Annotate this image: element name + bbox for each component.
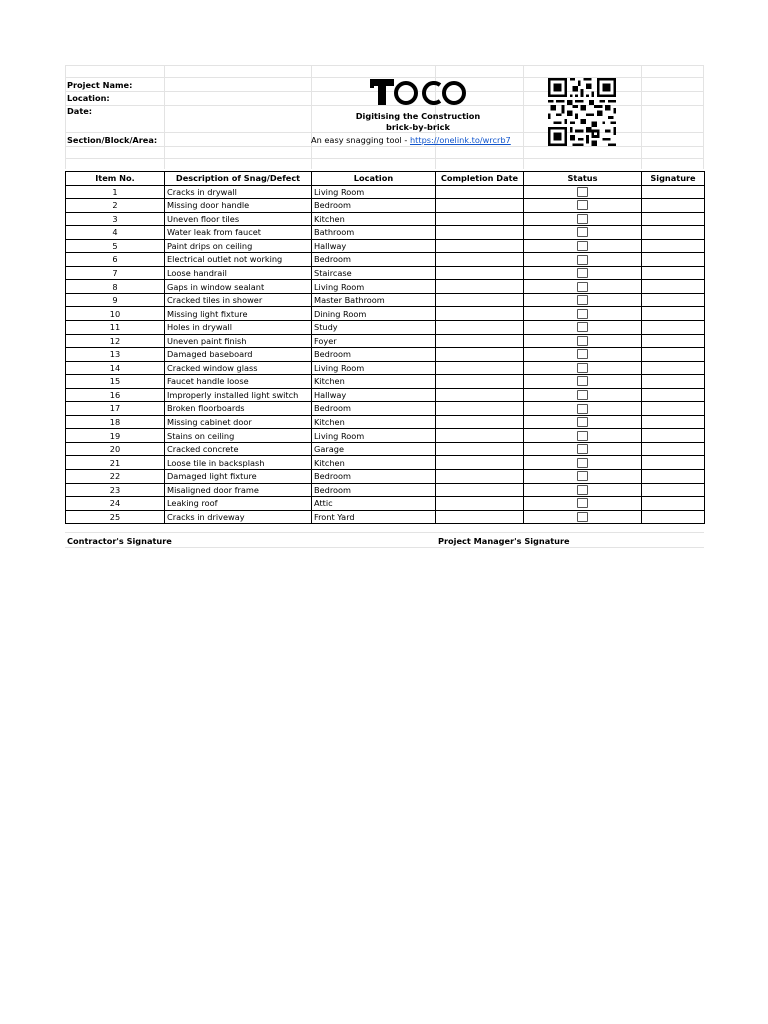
status-cell <box>524 185 642 199</box>
snag-description: Water leak from faucet <box>165 226 312 240</box>
status-cell <box>524 456 642 470</box>
item-number: 1 <box>66 185 165 199</box>
location-label: Location: <box>67 93 110 103</box>
snag-location: Attic <box>312 497 436 511</box>
table-row <box>66 266 705 280</box>
snag-location: Front Yard <box>312 510 436 524</box>
snag-description: Cracked window glass <box>165 361 312 375</box>
completion-date-cell[interactable] <box>436 442 524 456</box>
snag-location: Garage <box>312 442 436 456</box>
item-number: 20 <box>66 442 165 456</box>
snag-description: Leaking roof <box>165 497 312 511</box>
item-number: 9 <box>66 293 165 307</box>
signature-cell[interactable] <box>642 307 705 321</box>
completion-date-cell[interactable] <box>436 429 524 443</box>
table-row <box>66 510 705 524</box>
signature-cell[interactable] <box>642 199 705 213</box>
snag-location: Living Room <box>312 361 436 375</box>
status-checkbox-icon[interactable] <box>577 214 588 224</box>
snag-location: Living Room <box>312 429 436 443</box>
snag-location: Kitchen <box>312 456 436 470</box>
snag-location: Bedroom <box>312 253 436 267</box>
project-name-label: Project Name: <box>67 80 133 90</box>
subtitle-prefix: An easy snagging tool - <box>311 135 410 145</box>
table-row <box>66 253 705 267</box>
status-checkbox-icon[interactable] <box>577 390 588 400</box>
signature-cell[interactable] <box>642 375 705 389</box>
status-checkbox-icon[interactable] <box>577 485 588 495</box>
signature-cell[interactable] <box>642 415 705 429</box>
completion-date-cell[interactable] <box>436 199 524 213</box>
table-row <box>66 239 705 253</box>
table-row <box>66 334 705 348</box>
item-number: 23 <box>66 483 165 497</box>
table-row <box>66 402 705 416</box>
status-checkbox-icon[interactable] <box>577 471 588 481</box>
snag-location: Study <box>312 321 436 335</box>
status-cell <box>524 226 642 240</box>
status-checkbox-icon[interactable] <box>577 200 588 210</box>
status-checkbox-icon[interactable] <box>577 417 588 427</box>
signature-cell[interactable] <box>642 253 705 267</box>
item-number: 2 <box>66 199 165 213</box>
snag-location: Living Room <box>312 280 436 294</box>
signature-cell[interactable] <box>642 388 705 402</box>
status-checkbox-icon[interactable] <box>577 322 588 332</box>
status-checkbox-icon[interactable] <box>577 498 588 508</box>
snag-location: Hallway <box>312 388 436 402</box>
status-checkbox-icon[interactable] <box>577 309 588 319</box>
snag-description: Holes in drywall <box>165 321 312 335</box>
snag-location: Master Bathroom <box>312 293 436 307</box>
signature-cell[interactable] <box>642 293 705 307</box>
signature-cell[interactable] <box>642 402 705 416</box>
snag-description: Cracked tiles in shower <box>165 293 312 307</box>
completion-date-cell[interactable] <box>436 388 524 402</box>
signature-cell[interactable] <box>642 483 705 497</box>
status-cell <box>524 239 642 253</box>
onelink-link[interactable]: https://onelink.to/wrcrb7 <box>409 135 511 145</box>
table-row <box>66 442 705 456</box>
signature-cell[interactable] <box>642 361 705 375</box>
snag-description: Missing door handle <box>165 199 312 213</box>
status-cell <box>524 266 642 280</box>
completion-date-cell[interactable] <box>436 361 524 375</box>
table-row <box>66 470 705 484</box>
status-cell <box>524 510 642 524</box>
status-checkbox-icon[interactable] <box>577 376 588 386</box>
item-number: 18 <box>66 415 165 429</box>
completion-date-cell[interactable] <box>436 307 524 321</box>
status-cell <box>524 307 642 321</box>
table-row <box>66 483 705 497</box>
item-number: 25 <box>66 510 165 524</box>
completion-date-cell[interactable] <box>436 293 524 307</box>
qr-code-icon <box>547 78 617 146</box>
snag-location: Kitchen <box>312 375 436 389</box>
completion-date-cell[interactable] <box>436 470 524 484</box>
item-number: 10 <box>66 307 165 321</box>
status-cell <box>524 334 642 348</box>
status-checkbox-icon[interactable] <box>577 241 588 251</box>
snag-description: Gaps in window sealant <box>165 280 312 294</box>
status-cell <box>524 253 642 267</box>
signature-row <box>65 534 704 548</box>
snag-location: Kitchen <box>312 415 436 429</box>
completion-date-cell[interactable] <box>436 266 524 280</box>
snag-location: Bathroom <box>312 226 436 240</box>
snag-location: Bedroom <box>312 348 436 362</box>
completion-date-cell[interactable] <box>436 212 524 226</box>
table-row <box>66 321 705 335</box>
status-checkbox-icon[interactable] <box>577 512 588 522</box>
status-checkbox-icon[interactable] <box>577 336 588 346</box>
tagline-line2: brick-by-brick <box>385 122 450 132</box>
signature-cell[interactable] <box>642 334 705 348</box>
snag-description: Damaged baseboard <box>165 348 312 362</box>
snag-description: Paint drips on ceiling <box>165 239 312 253</box>
signature-cell[interactable] <box>642 348 705 362</box>
table-row <box>66 212 705 226</box>
snagging-sheet <box>65 65 704 546</box>
pm-signature-label: Project Manager's Signature <box>438 536 570 546</box>
snag-location: Kitchen <box>312 212 436 226</box>
snag-description: Loose tile in backsplash <box>165 456 312 470</box>
status-cell <box>524 212 642 226</box>
signature-cell[interactable] <box>642 321 705 335</box>
status-checkbox-icon[interactable] <box>577 227 588 237</box>
item-number: 16 <box>66 388 165 402</box>
signature-cell[interactable] <box>642 497 705 511</box>
snag-location: Dining Room <box>312 307 436 321</box>
table-row <box>66 388 705 402</box>
completion-date-cell[interactable] <box>436 185 524 199</box>
completion-date-cell[interactable] <box>436 226 524 240</box>
status-checkbox-icon[interactable] <box>577 458 588 468</box>
snag-description: Faucet handle loose <box>165 375 312 389</box>
status-cell <box>524 497 642 511</box>
status-checkbox-icon[interactable] <box>577 255 588 265</box>
signature-cell[interactable] <box>642 280 705 294</box>
snag-location: Hallway <box>312 239 436 253</box>
completion-date-cell[interactable] <box>436 253 524 267</box>
table-row <box>66 307 705 321</box>
snag-location: Bedroom <box>312 483 436 497</box>
signature-cell[interactable] <box>642 470 705 484</box>
completion-date-cell[interactable] <box>436 483 524 497</box>
table-row <box>66 429 705 443</box>
item-number: 6 <box>66 253 165 267</box>
signature-cell[interactable] <box>642 266 705 280</box>
status-cell <box>524 361 642 375</box>
completion-date-cell[interactable] <box>436 239 524 253</box>
column-header: Status <box>524 172 642 186</box>
snag-description: Stains on ceiling <box>165 429 312 443</box>
item-number: 14 <box>66 361 165 375</box>
snag-description: Missing cabinet door <box>165 415 312 429</box>
status-cell <box>524 199 642 213</box>
snag-description: Loose handrail <box>165 266 312 280</box>
snag-description: Misaligned door frame <box>165 483 312 497</box>
signature-cell[interactable] <box>642 456 705 470</box>
snag-description: Damaged light fixture <box>165 470 312 484</box>
signature-cell[interactable] <box>642 185 705 199</box>
date-label: Date: <box>67 106 93 116</box>
status-checkbox-icon[interactable] <box>577 444 588 454</box>
status-checkbox-icon[interactable] <box>577 282 588 292</box>
status-checkbox-icon[interactable] <box>577 404 588 414</box>
item-number: 5 <box>66 239 165 253</box>
snag-description: Improperly installed light switch <box>165 388 312 402</box>
column-header: Description of Snag/Defect <box>165 172 312 186</box>
snag-table <box>65 171 705 524</box>
completion-date-cell[interactable] <box>436 456 524 470</box>
table-header-row <box>66 172 705 186</box>
snag-description: Cracked concrete <box>165 442 312 456</box>
status-cell <box>524 415 642 429</box>
status-checkbox-icon[interactable] <box>577 363 588 373</box>
signature-cell[interactable] <box>642 429 705 443</box>
status-cell <box>524 429 642 443</box>
item-number: 21 <box>66 456 165 470</box>
status-cell <box>524 483 642 497</box>
status-checkbox-icon[interactable] <box>577 349 588 359</box>
item-number: 8 <box>66 280 165 294</box>
signature-cell[interactable] <box>642 442 705 456</box>
item-number: 7 <box>66 266 165 280</box>
signature-cell[interactable] <box>642 212 705 226</box>
completion-date-cell[interactable] <box>436 497 524 511</box>
snag-description: Electrical outlet not working <box>165 253 312 267</box>
completion-date-cell[interactable] <box>436 415 524 429</box>
item-number: 4 <box>66 226 165 240</box>
status-cell <box>524 442 642 456</box>
tagline-line1: Digitising the Construction <box>355 111 481 121</box>
column-header: Signature <box>642 172 705 186</box>
completion-date-cell[interactable] <box>436 402 524 416</box>
table-row <box>66 497 705 511</box>
table-row <box>66 199 705 213</box>
snag-location: Staircase <box>312 266 436 280</box>
item-number: 15 <box>66 375 165 389</box>
table-row <box>66 348 705 362</box>
column-header: Location <box>312 172 436 186</box>
status-cell <box>524 388 642 402</box>
item-number: 11 <box>66 321 165 335</box>
table-row <box>66 280 705 294</box>
table-row <box>66 361 705 375</box>
item-number: 13 <box>66 348 165 362</box>
status-checkbox-icon[interactable] <box>577 187 588 197</box>
table-row <box>66 226 705 240</box>
completion-date-cell[interactable] <box>436 510 524 524</box>
status-checkbox-icon[interactable] <box>577 268 588 278</box>
snag-description: Missing light fixture <box>165 307 312 321</box>
completion-date-cell[interactable] <box>436 321 524 335</box>
section-label: Section/Block/Area: <box>67 135 158 145</box>
snag-location: Bedroom <box>312 402 436 416</box>
status-cell <box>524 321 642 335</box>
item-number: 24 <box>66 497 165 511</box>
subtitle <box>311 136 511 144</box>
table-row <box>66 293 705 307</box>
signature-cell[interactable] <box>642 239 705 253</box>
header-block <box>65 65 704 169</box>
toco-logo <box>368 77 468 107</box>
status-checkbox-icon[interactable] <box>577 295 588 305</box>
status-cell <box>524 293 642 307</box>
completion-date-cell[interactable] <box>436 334 524 348</box>
status-checkbox-icon[interactable] <box>577 431 588 441</box>
status-cell <box>524 348 642 362</box>
snag-description: Broken floorboards <box>165 402 312 416</box>
item-number: 19 <box>66 429 165 443</box>
completion-date-cell[interactable] <box>436 348 524 362</box>
snag-description: Uneven floor tiles <box>165 212 312 226</box>
table-row <box>66 456 705 470</box>
signature-cell[interactable] <box>642 226 705 240</box>
column-header: Completion Date <box>436 172 524 186</box>
snag-location: Foyer <box>312 334 436 348</box>
table-row <box>66 415 705 429</box>
snag-location: Living Room <box>312 185 436 199</box>
column-header: Item No. <box>66 172 165 186</box>
status-cell <box>524 375 642 389</box>
item-number: 17 <box>66 402 165 416</box>
item-number: 3 <box>66 212 165 226</box>
completion-date-cell[interactable] <box>436 280 524 294</box>
status-cell <box>524 402 642 416</box>
signature-cell[interactable] <box>642 510 705 524</box>
snag-description: Uneven paint finish <box>165 334 312 348</box>
snag-description: Cracks in drywall <box>165 185 312 199</box>
table-row <box>66 185 705 199</box>
status-cell <box>524 470 642 484</box>
completion-date-cell[interactable] <box>436 375 524 389</box>
table-row <box>66 375 705 389</box>
item-number: 22 <box>66 470 165 484</box>
status-cell <box>524 280 642 294</box>
snag-location: Bedroom <box>312 199 436 213</box>
snag-location: Bedroom <box>312 470 436 484</box>
snag-description: Cracks in driveway <box>165 510 312 524</box>
contractor-signature-label: Contractor's Signature <box>67 536 172 546</box>
item-number: 12 <box>66 334 165 348</box>
